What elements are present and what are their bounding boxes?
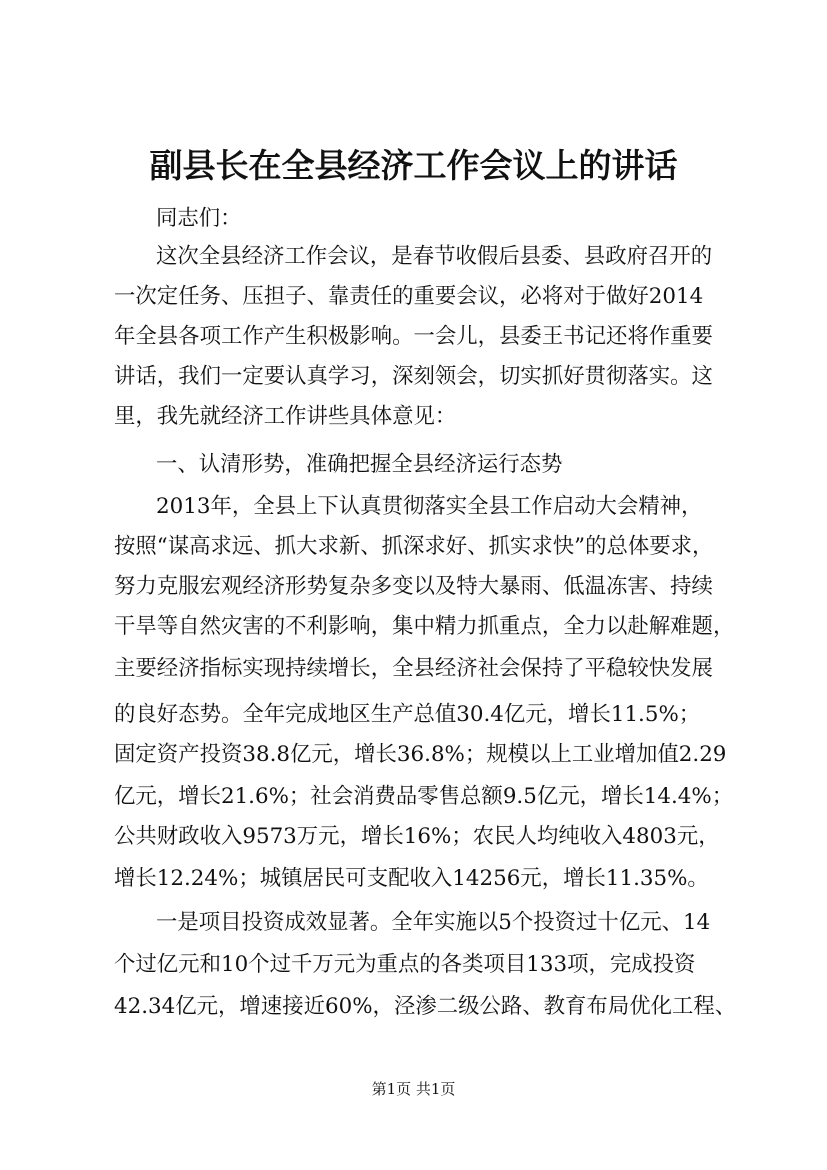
paragraph-line: 主要经济指标实现持续增长，全县经济社会保持了平稳较快发展: [114, 656, 713, 681]
paragraph-line: 2013年，全县上下认真贯彻落实全县工作启动大会精神，: [156, 494, 703, 519]
paragraph-line: 干旱等自然灾害的不利影响，集中精力抓重点，全力以赴解难题，: [114, 614, 735, 639]
paragraph-line: 努力克服宏观经济形势复杂多变以及特大暴雨、低温冻害、持续: [114, 574, 713, 599]
salutation-line: 同志们：: [156, 206, 242, 231]
paragraph-line: 亿元，增长21.6%；社会消费品零售总额9.5亿元，增长14.4%；: [114, 784, 734, 809]
paragraph-line: 这次全县经济工作会议，是春节收假后县委、县政府召开的: [156, 244, 713, 269]
paragraph-line: 按照“谋高求远、抓大求新、抓深求好、抓实求快”的总体要求，: [114, 534, 714, 559]
paragraph-line: 的良好态势。全年完成地区生产总值30.4亿元，增长11.5%；: [114, 702, 701, 727]
paragraph-line: 个过亿元和10个过千万元为重点的各类项目133项，完成投资: [114, 952, 696, 977]
paragraph-line: 年全县各项工作产生积极影响。一会儿，县委王书记还将作重要: [114, 324, 713, 349]
paragraph-line: 里，我先就经济工作讲些具体意见：: [114, 404, 457, 429]
paragraph-line: 讲话，我们一定要认真学习，深刻领会，切实抓好贯彻落实。这: [114, 364, 713, 389]
paragraph-line: 公共财政收入9573万元，增长16%；农民人均纯收入4803元，: [114, 824, 720, 849]
paragraph-line: 增长12.24%；城镇居民可支配收入14256元，增长11.35%。: [114, 866, 709, 891]
page-footer: 第1页 共1页: [371, 1080, 456, 1098]
paragraph-line: 一次定任务、压担子、靠责任的重要会议，必将对于做好2014: [114, 284, 704, 309]
document-title: 副县长在全县经济工作会议上的讲话: [149, 146, 678, 185]
section-heading: 一、认清形势，准确把握全县经济运行态势: [156, 452, 563, 477]
paragraph-line: 固定资产投资38.8亿元，增长36.8%；规模以上工业增加值2.29: [114, 742, 727, 767]
paragraph-line: 一是项目投资成效显著。全年实施以5个投资过十亿元、14: [156, 910, 711, 935]
paragraph-line: 42.34亿元，增速接近60%，泾渗二级公路、教育布局优化工程、: [114, 994, 737, 1019]
